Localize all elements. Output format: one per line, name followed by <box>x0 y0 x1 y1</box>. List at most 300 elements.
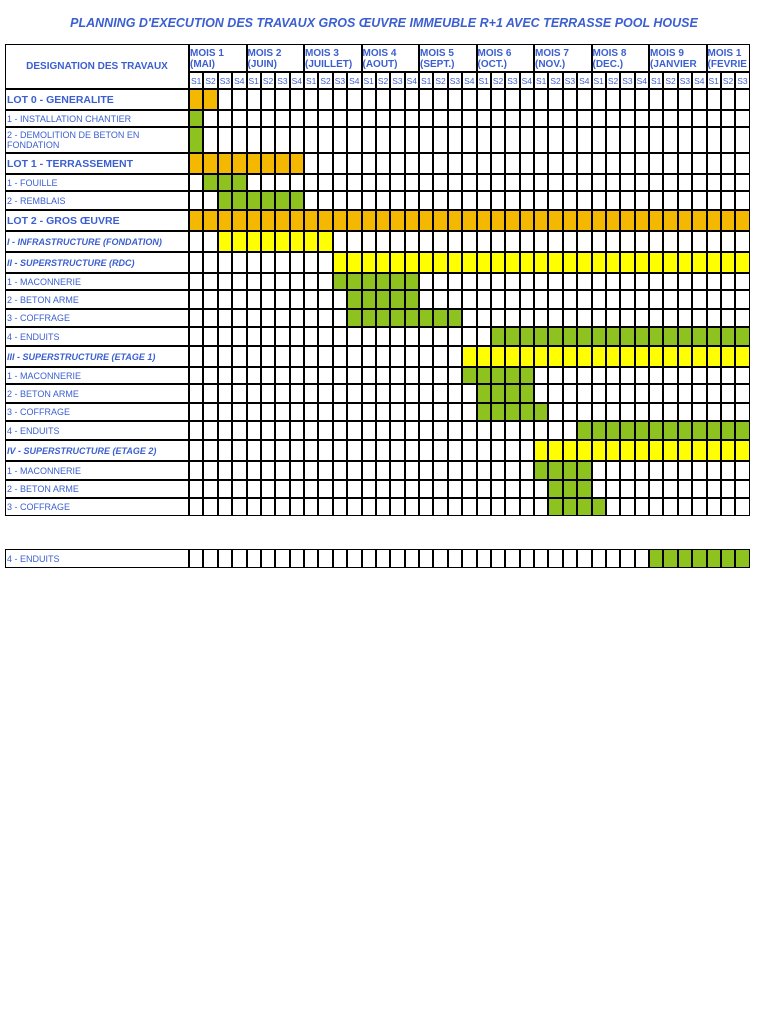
gantt-cell <box>218 89 232 110</box>
gantt-cell <box>318 498 332 516</box>
month-number: MOIS 6 <box>477 47 512 59</box>
gantt-bar-cell <box>548 480 562 498</box>
month-name: (NOV.) <box>535 58 566 70</box>
gantt-cell <box>304 89 318 110</box>
month-name: (AOUT) <box>362 58 398 70</box>
gantt-cell <box>606 127 620 153</box>
gantt-bar-cell <box>376 290 390 309</box>
gantt-cell <box>477 231 491 252</box>
gantt-cell <box>563 367 577 384</box>
week-header: S3 <box>333 72 347 89</box>
gantt-bar-cell <box>606 252 620 273</box>
gantt-cell <box>635 309 649 327</box>
gantt-cell <box>419 191 433 210</box>
gantt-cell <box>290 127 304 153</box>
gantt-bar-cell <box>505 252 519 273</box>
gantt-cell <box>433 498 447 516</box>
gantt-cell <box>592 127 606 153</box>
gantt-bar-cell <box>563 498 577 516</box>
gantt-cell <box>678 309 692 327</box>
gantt-cell <box>505 461 519 480</box>
gantt-bar-cell <box>390 273 404 290</box>
gantt-bar-cell <box>534 440 548 461</box>
gantt-bar-cell <box>405 309 419 327</box>
gantt-cell <box>419 384 433 403</box>
gantt-cell <box>678 480 692 498</box>
gantt-cell <box>419 498 433 516</box>
gantt-cell <box>577 273 591 290</box>
gantt-cell <box>491 127 505 153</box>
gantt-bar-cell <box>577 210 591 231</box>
gantt-cell <box>448 174 462 191</box>
gantt-cell <box>261 309 275 327</box>
gantt-cell <box>247 403 261 421</box>
gantt-cell <box>505 127 519 153</box>
gantt-cell <box>362 231 376 252</box>
gantt-bar-cell <box>649 210 663 231</box>
gantt-bar-cell <box>433 309 447 327</box>
gantt-cell <box>462 440 476 461</box>
gantt-bar-cell <box>261 153 275 174</box>
gantt-bar-cell <box>247 231 261 252</box>
gantt-cell <box>577 174 591 191</box>
gantt-cell <box>390 174 404 191</box>
gantt-cell <box>304 403 318 421</box>
gantt-cell <box>606 231 620 252</box>
week-header: S3 <box>218 72 232 89</box>
gantt-cell <box>203 231 217 252</box>
gantt-cell <box>505 89 519 110</box>
gantt-cell <box>534 110 548 127</box>
gantt-cell <box>462 498 476 516</box>
gantt-cell <box>261 327 275 346</box>
gantt-cell <box>577 290 591 309</box>
gantt-cell <box>448 498 462 516</box>
gantt-cell <box>333 110 347 127</box>
gantt-bar-cell <box>290 210 304 231</box>
task-label: I - INFRASTRUCTURE (FONDATION) <box>5 231 189 252</box>
gantt-cell <box>232 273 246 290</box>
gantt-cell <box>448 231 462 252</box>
gantt-cell <box>663 403 677 421</box>
gantt-cell <box>304 346 318 367</box>
gantt-bar-cell <box>635 346 649 367</box>
gantt-cell <box>247 480 261 498</box>
gantt-cell <box>649 127 663 153</box>
gantt-cell <box>419 403 433 421</box>
gantt-cell <box>318 127 332 153</box>
gantt-cell <box>333 309 347 327</box>
gantt-cell <box>635 403 649 421</box>
gantt-cell <box>405 110 419 127</box>
gantt-cell <box>520 89 534 110</box>
gantt-bar-cell <box>405 273 419 290</box>
gantt-cell <box>663 498 677 516</box>
gantt-cell <box>505 231 519 252</box>
gantt-cell <box>548 191 562 210</box>
gantt-bar-cell <box>218 231 232 252</box>
gantt-cell <box>620 498 634 516</box>
gantt-cell <box>563 384 577 403</box>
gantt-cell <box>592 480 606 498</box>
gantt-cell <box>390 153 404 174</box>
gantt-bar-cell <box>491 252 505 273</box>
gantt-cell <box>534 290 548 309</box>
gantt-cell <box>606 367 620 384</box>
gantt-bar-cell <box>203 153 217 174</box>
gantt-cell <box>247 327 261 346</box>
week-header: S3 <box>620 72 634 89</box>
gantt-cell <box>390 498 404 516</box>
gantt-bar-cell <box>448 252 462 273</box>
gantt-bar-cell <box>362 210 376 231</box>
gantt-bar-cell <box>462 210 476 231</box>
gantt-bar-cell <box>663 252 677 273</box>
gantt-bar-cell <box>261 210 275 231</box>
gantt-cell <box>290 421 304 440</box>
gantt-bar-cell <box>707 440 721 461</box>
task-label: 2 - DEMOLITION DE BETON EN FONDATION <box>5 127 189 153</box>
gantt-cell <box>721 480 735 498</box>
gantt-cell <box>218 480 232 498</box>
gantt-cell <box>419 346 433 367</box>
gantt-bar-cell <box>232 174 246 191</box>
gantt-bar-cell <box>275 210 289 231</box>
gantt-cell <box>707 480 721 498</box>
gantt-cell <box>347 440 361 461</box>
gantt-cell <box>635 549 649 568</box>
gantt-cell <box>477 191 491 210</box>
gantt-cell <box>649 153 663 174</box>
gantt-cell <box>203 549 217 568</box>
gantt-cell <box>347 403 361 421</box>
week-header: S2 <box>261 72 275 89</box>
gantt-cell <box>548 549 562 568</box>
gantt-cell <box>390 480 404 498</box>
gantt-cell <box>232 89 246 110</box>
gantt-cell <box>347 480 361 498</box>
gantt-cell <box>390 384 404 403</box>
gantt-bar-cell <box>735 549 749 568</box>
gantt-cell <box>448 461 462 480</box>
gantt-bar-cell <box>563 346 577 367</box>
gantt-cell <box>462 174 476 191</box>
gantt-cell <box>649 461 663 480</box>
gantt-cell <box>606 110 620 127</box>
gantt-cell <box>376 421 390 440</box>
gantt-cell <box>433 346 447 367</box>
gantt-bar-cell <box>520 346 534 367</box>
gantt-cell <box>261 440 275 461</box>
gantt-cell <box>203 403 217 421</box>
gantt-cell <box>405 384 419 403</box>
gantt-cell <box>735 498 749 516</box>
gantt-cell <box>275 549 289 568</box>
week-header: S3 <box>505 72 519 89</box>
gantt-cell <box>448 367 462 384</box>
gantt-cell <box>606 174 620 191</box>
gantt-cell <box>218 367 232 384</box>
gantt-cell <box>534 153 548 174</box>
gantt-cell <box>692 153 706 174</box>
gantt-cell <box>333 480 347 498</box>
gantt-cell <box>275 384 289 403</box>
gantt-cell <box>232 480 246 498</box>
gantt-cell <box>405 367 419 384</box>
gantt-bar-cell <box>735 346 749 367</box>
gantt-cell <box>218 403 232 421</box>
gantt-bar-cell <box>606 346 620 367</box>
gantt-cell <box>290 403 304 421</box>
task-label: II - SUPERSTRUCTURE (RDC) <box>5 252 189 273</box>
gantt-cell <box>333 153 347 174</box>
gantt-cell <box>678 110 692 127</box>
gantt-cell <box>649 174 663 191</box>
gantt-cell <box>735 127 749 153</box>
gantt-cell <box>678 191 692 210</box>
gantt-bar-cell <box>462 367 476 384</box>
gantt-bar-cell <box>290 153 304 174</box>
week-header: S2 <box>548 72 562 89</box>
gantt-cell <box>347 367 361 384</box>
gantt-cell <box>477 421 491 440</box>
gantt-bar-cell <box>663 327 677 346</box>
gantt-cell <box>577 191 591 210</box>
gantt-cell <box>663 273 677 290</box>
gantt-cell <box>390 327 404 346</box>
gantt-cell <box>620 174 634 191</box>
gantt-cell <box>620 127 634 153</box>
gantt-cell <box>592 403 606 421</box>
gantt-cell <box>635 367 649 384</box>
gantt-bar-cell <box>419 252 433 273</box>
gantt-cell <box>218 110 232 127</box>
gantt-cell <box>304 191 318 210</box>
gantt-cell <box>433 89 447 110</box>
gantt-cell <box>505 290 519 309</box>
task-label: LOT 2 - GROS ŒUVRE <box>5 210 189 231</box>
gantt-cell <box>592 110 606 127</box>
gantt-cell <box>189 461 203 480</box>
gantt-bar-cell <box>707 327 721 346</box>
gantt-cell <box>232 252 246 273</box>
week-header: S2 <box>433 72 447 89</box>
gantt-bar-cell <box>318 231 332 252</box>
gantt-cell <box>534 367 548 384</box>
gantt-cell <box>462 191 476 210</box>
gantt-cell <box>520 231 534 252</box>
gantt-cell <box>261 110 275 127</box>
gantt-cell <box>405 89 419 110</box>
gantt-cell <box>290 549 304 568</box>
gantt-cell <box>203 480 217 498</box>
gantt-cell <box>678 461 692 480</box>
gantt-cell <box>620 403 634 421</box>
task-label: 2 - BETON ARME <box>5 384 189 403</box>
gantt-cell <box>333 421 347 440</box>
gantt-cell <box>232 367 246 384</box>
gantt-cell <box>721 273 735 290</box>
gantt-cell <box>247 440 261 461</box>
gantt-cell <box>218 549 232 568</box>
gantt-cell <box>520 127 534 153</box>
gantt-cell <box>563 403 577 421</box>
gantt-bar-cell <box>347 273 361 290</box>
gantt-cell <box>491 498 505 516</box>
gantt-cell <box>362 110 376 127</box>
gantt-bar-cell <box>678 252 692 273</box>
gantt-cell <box>362 153 376 174</box>
gantt-cell <box>333 549 347 568</box>
gantt-cell <box>534 421 548 440</box>
gantt-cell <box>290 346 304 367</box>
task-label: 2 - BETON ARME <box>5 480 189 498</box>
month-number: MOIS 7 <box>535 47 569 59</box>
gantt-cell <box>304 252 318 273</box>
gantt-cell <box>505 174 519 191</box>
gantt-cell <box>606 309 620 327</box>
gantt-cell <box>405 346 419 367</box>
week-header: S1 <box>477 72 491 89</box>
gantt-cell <box>203 127 217 153</box>
gantt-cell <box>290 110 304 127</box>
gantt-cell <box>419 110 433 127</box>
gantt-bar-cell <box>448 309 462 327</box>
gantt-cell <box>362 367 376 384</box>
gantt-cell <box>405 403 419 421</box>
gantt-bar-cell <box>275 153 289 174</box>
gantt-bar-cell <box>692 327 706 346</box>
gantt-cell <box>620 231 634 252</box>
gantt-cell <box>721 367 735 384</box>
gantt-cell <box>362 174 376 191</box>
gantt-cell <box>563 174 577 191</box>
gantt-cell <box>318 403 332 421</box>
gantt-cell <box>520 191 534 210</box>
gantt-bar-cell <box>735 210 749 231</box>
gantt-bar-cell <box>707 549 721 568</box>
gantt-cell <box>247 110 261 127</box>
gantt-bar-cell <box>548 327 562 346</box>
gantt-bar-cell <box>563 461 577 480</box>
gantt-bar-cell <box>247 210 261 231</box>
gantt-cell <box>635 231 649 252</box>
gantt-bar-cell <box>577 440 591 461</box>
gantt-bar-cell <box>635 421 649 440</box>
gantt-cell <box>635 191 649 210</box>
gantt-bar-cell <box>606 327 620 346</box>
gantt-cell <box>735 174 749 191</box>
task-label: 1 - MACONNERIE <box>5 461 189 480</box>
gantt-cell <box>692 273 706 290</box>
month-name: (SEPT.) <box>420 58 455 70</box>
task-label: 3 - COFFRAGE <box>5 309 189 327</box>
gantt-cell <box>376 174 390 191</box>
gantt-cell <box>563 153 577 174</box>
gantt-bar-cell <box>347 290 361 309</box>
gantt-cell <box>721 191 735 210</box>
gantt-cell <box>376 327 390 346</box>
gantt-cell <box>477 110 491 127</box>
gantt-cell <box>333 327 347 346</box>
gantt-cell <box>376 231 390 252</box>
gantt-cell <box>318 89 332 110</box>
month-header <box>592 44 650 72</box>
gantt-cell <box>347 231 361 252</box>
gantt-cell <box>635 127 649 153</box>
gantt-cell <box>448 127 462 153</box>
gantt-bar-cell <box>534 403 548 421</box>
gantt-bar-cell <box>462 252 476 273</box>
gantt-cell <box>304 110 318 127</box>
gantt-cell <box>548 273 562 290</box>
gantt-bar-cell <box>592 440 606 461</box>
gantt-cell <box>635 89 649 110</box>
gantt-cell <box>520 440 534 461</box>
gantt-cell <box>649 403 663 421</box>
gantt-cell <box>592 549 606 568</box>
gantt-cell <box>577 384 591 403</box>
gantt-bar-cell <box>721 252 735 273</box>
gantt-bar-cell <box>218 191 232 210</box>
month-header <box>707 44 750 72</box>
gantt-bar-cell <box>678 327 692 346</box>
gantt-cell <box>247 290 261 309</box>
gantt-cell <box>232 309 246 327</box>
week-header: S4 <box>347 72 361 89</box>
gantt-cell <box>275 127 289 153</box>
gantt-cell <box>189 384 203 403</box>
gantt-cell <box>376 440 390 461</box>
gantt-cell <box>304 127 318 153</box>
gantt-bar-cell <box>707 421 721 440</box>
gantt-cell <box>376 384 390 403</box>
gantt-bar-cell <box>362 252 376 273</box>
gantt-cell <box>707 273 721 290</box>
week-header: S2 <box>376 72 390 89</box>
gantt-cell <box>203 346 217 367</box>
week-header: S4 <box>635 72 649 89</box>
gantt-cell <box>405 174 419 191</box>
week-header: S4 <box>462 72 476 89</box>
gantt-cell <box>606 549 620 568</box>
gantt-cell <box>218 384 232 403</box>
gantt-bar-cell <box>692 421 706 440</box>
gantt-cell <box>433 174 447 191</box>
gantt-bar-cell <box>362 309 376 327</box>
gantt-cell <box>692 127 706 153</box>
gantt-cell <box>347 346 361 367</box>
gantt-bar-cell <box>505 210 519 231</box>
gantt-cell <box>347 327 361 346</box>
gantt-bar-cell <box>376 273 390 290</box>
gantt-cell <box>462 403 476 421</box>
gantt-cell <box>592 231 606 252</box>
gantt-cell <box>318 290 332 309</box>
gantt-cell <box>606 89 620 110</box>
gantt-cell <box>534 480 548 498</box>
gantt-cell <box>663 191 677 210</box>
gantt-cell <box>548 89 562 110</box>
gantt-cell <box>448 421 462 440</box>
gantt-cell <box>203 367 217 384</box>
gantt-cell <box>218 498 232 516</box>
gantt-cell <box>707 498 721 516</box>
gantt-bar-cell <box>707 252 721 273</box>
gantt-cell <box>232 346 246 367</box>
gantt-cell <box>707 153 721 174</box>
week-header: S1 <box>189 72 203 89</box>
